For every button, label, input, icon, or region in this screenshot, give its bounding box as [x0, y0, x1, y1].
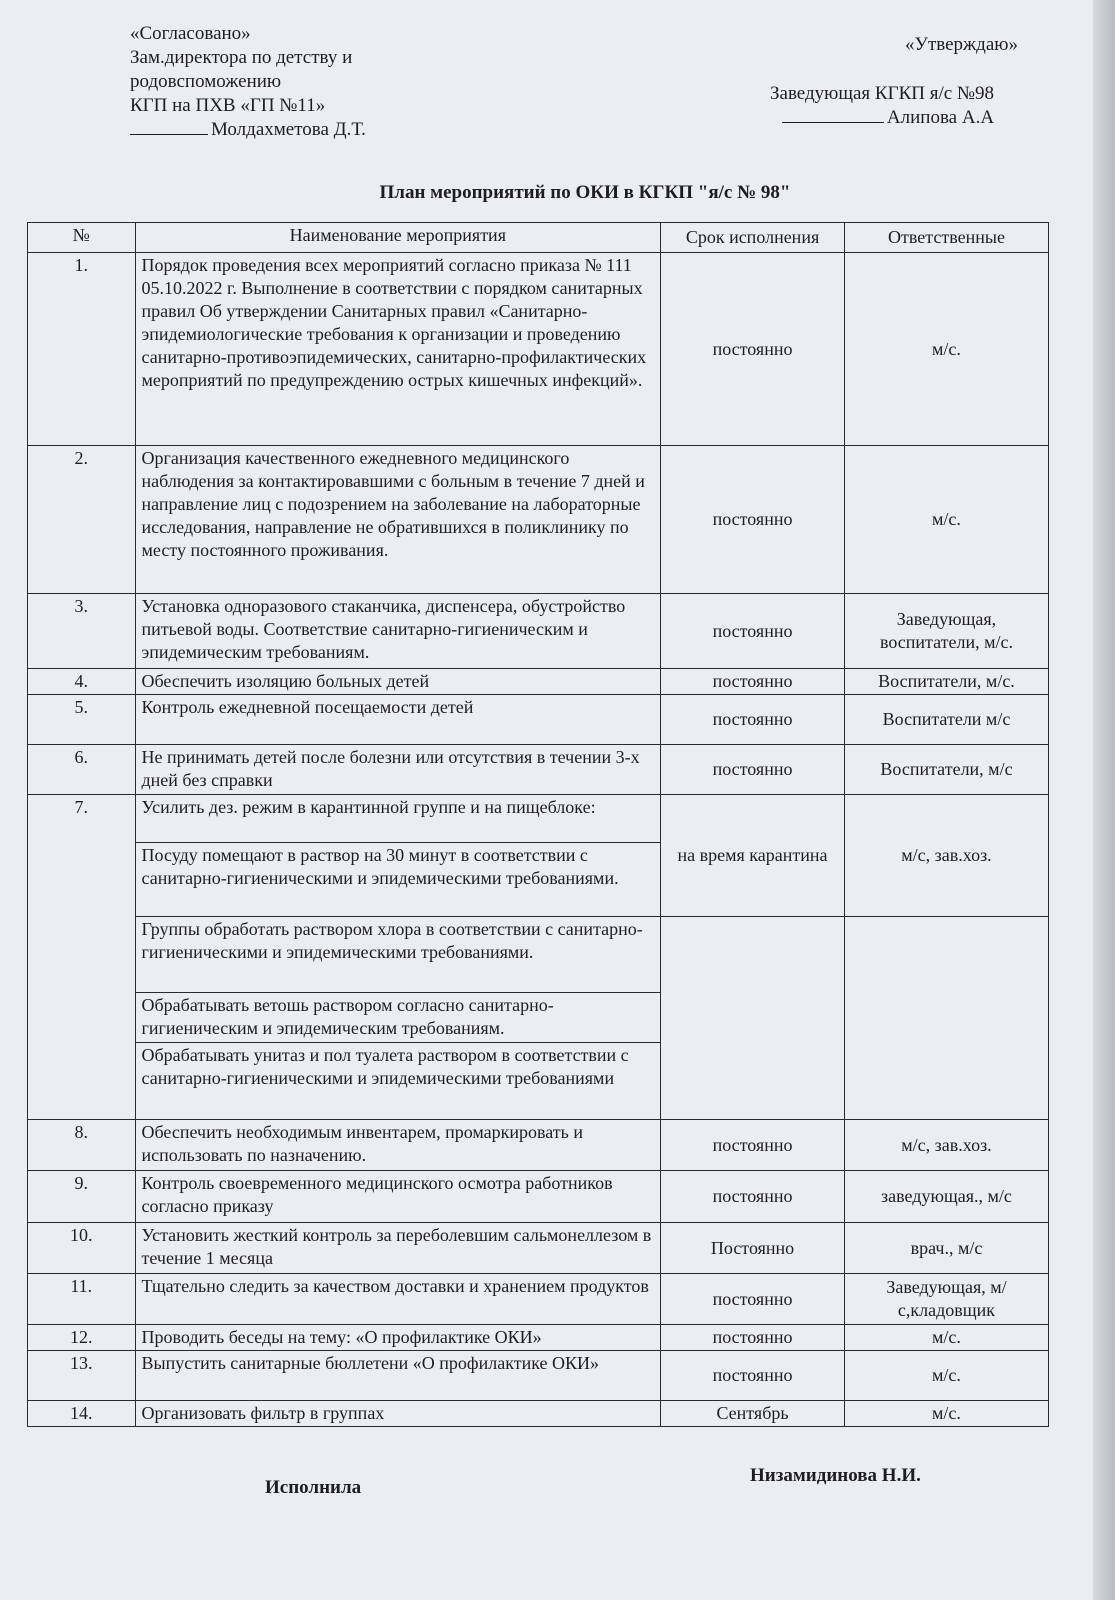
row-responsible: м/с.	[844, 1401, 1048, 1427]
row-activity-sub: Обрабатывать ветошь раствором согласно санитарно-гигиеническим и эпидемическим требованиям.	[135, 993, 661, 1043]
row-responsible-empty	[844, 917, 1048, 1120]
row-number: 4.	[28, 669, 136, 695]
row-number: 13.	[28, 1351, 136, 1401]
row-deadline: Сентябрь	[661, 1401, 845, 1427]
row-deadline-empty	[661, 917, 845, 1120]
row-deadline: постоянно	[661, 1120, 845, 1171]
row-activity: Организация качественного ежедневного медицинского наблюдения за контактировавшими с больным в течение 7 дней и направление лиц с подозрением на заболевание на лабораторные исследования, направление не обратившихся в поликлинику по месту постоянного проживания.	[135, 446, 661, 594]
row-responsible: Заведующая, м/с,кладовщик	[844, 1274, 1048, 1325]
agreed-signature-line	[130, 118, 366, 142]
row-number: 11.	[28, 1274, 136, 1325]
approved-title: «Утверждаю»	[905, 34, 1018, 55]
header-deadline: Срок исполнения	[661, 223, 845, 253]
table-row	[28, 594, 1049, 669]
signature-underline	[130, 134, 208, 135]
row-activity: Обеспечить изоляцию больных детей	[135, 669, 661, 695]
table-row	[28, 1351, 1049, 1401]
row-deadline: постоянно	[661, 1325, 845, 1351]
table-row	[28, 446, 1049, 594]
row-number: 8.	[28, 1120, 136, 1171]
approved-position: Заведующая КГКП я/с №98	[770, 83, 995, 104]
approved-signer: Алипова А.А	[886, 107, 995, 128]
table-row	[28, 1274, 1049, 1325]
row-deadline: постоянно	[661, 669, 845, 695]
row-responsible: Воспитатели м/с	[844, 695, 1048, 745]
row-deadline: постоянно	[661, 1171, 845, 1223]
table-row	[28, 253, 1049, 446]
row-deadline: постоянно	[661, 695, 845, 745]
row-activity: Не принимать детей после болезни или отсутствия в течении 3-х дней без справки	[135, 745, 661, 795]
row-responsible: м/с, зав.хоз.	[844, 795, 1048, 917]
signature-underline	[782, 122, 884, 123]
agreed-signer: Молдахметова Д.Т.	[211, 119, 366, 140]
table-row	[28, 1223, 1049, 1274]
approved-signature-line	[770, 106, 994, 130]
row-activity: Выпустить санитарные бюллетени «О профилактике ОКИ»	[135, 1351, 661, 1401]
row-activity-sub: Обрабатывать унитаз и пол туалета раствором в соответствии с санитарно-гигиеническими и эпидемическими требованиями	[135, 1043, 661, 1120]
row-deadline: постоянно	[661, 253, 845, 446]
agreed-title: «Согласовано»	[130, 23, 251, 44]
row-activity-sub: Группы обработать раствором хлора в соответствии с санитарно-гигиеническими и эпидемическими требованиями.	[135, 917, 661, 993]
row-responsible: м/с.	[844, 1325, 1048, 1351]
row-responsible: м/с.	[844, 253, 1048, 446]
row-deadline: Постоянно	[661, 1223, 845, 1274]
table-row	[28, 795, 1049, 843]
table-row	[28, 745, 1049, 795]
row-responsible: Заведующая, воспитатели, м/с.	[844, 594, 1048, 669]
document-title: План мероприятий по ОКИ в КГКП "я/с № 98"	[379, 182, 791, 203]
agreed-position-line1: Зам.директора по детству и	[130, 47, 353, 68]
row-activity: Обеспечить необходимым инвентарем, промаркировать и использовать по назначению.	[135, 1120, 661, 1171]
row-number: 2.	[28, 446, 136, 594]
row-responsible: Воспитатели, м/с.	[844, 669, 1048, 695]
row-number: 10.	[28, 1223, 136, 1274]
agreed-organization: КГП на ПХВ «ГП №11»	[130, 95, 326, 116]
row-number: 7.	[28, 795, 136, 1120]
footer-executor-name: Низамидинова Н.И.	[750, 1465, 921, 1486]
row-number: 6.	[28, 745, 136, 795]
row-deadline: на время карантина	[661, 795, 845, 917]
approval-block-agreed	[130, 22, 366, 142]
row-responsible: м/с.	[844, 1351, 1048, 1401]
row-number: 1.	[28, 253, 136, 446]
row-activity-sub: Посуду помещают в раствор на 30 минут в соответствии с санитарно-гигиеническими и эпидемическими требованиями.	[135, 843, 661, 917]
row-activity: Контроль своевременного медицинского осмотра работников согласно приказу	[135, 1171, 661, 1223]
row-activity-sub: Усилить дез. режим в карантинной группе и на пищеблоке:	[135, 795, 661, 843]
header-number: №	[28, 223, 136, 253]
row-activity: Установка одноразового стаканчика, диспенсера, обустройство питьевой воды. Соответствие санитарно-гигиеническим и эпидемическим требованиям.	[135, 594, 661, 669]
row-responsible: заведующая., м/с	[844, 1171, 1048, 1223]
row-activity: Установить жесткий контроль за переболевшим сальмонеллезом в течение 1 месяца	[135, 1223, 661, 1274]
table-row	[28, 695, 1049, 745]
table-row	[28, 1120, 1049, 1171]
row-deadline: постоянно	[661, 594, 845, 669]
row-deadline: постоянно	[661, 446, 845, 594]
row-number: 3.	[28, 594, 136, 669]
row-responsible: м/с, зав.хоз.	[844, 1120, 1048, 1171]
table-row	[28, 917, 1049, 993]
page-edge-shadow	[1093, 0, 1115, 1600]
row-number: 9.	[28, 1171, 136, 1223]
row-activity: Тщательно следить за качеством доставки и хранением продуктов	[135, 1274, 661, 1325]
row-activity: Проводить беседы на тему: «О профилактике ОКИ»	[135, 1325, 661, 1351]
row-number: 5.	[28, 695, 136, 745]
row-responsible: м/с.	[844, 446, 1048, 594]
row-activity: Контроль ежедневной посещаемости детей	[135, 695, 661, 745]
row-activity: Порядок проведения всех мероприятий согласно приказа № 111 05.10.2022 г. Выполнение в соответствии с порядком санитарных правил Об утверждении Санитарных правил «Санитарно-эпидемиологические требования к организации и проведению санитарно-противоэпидемических, санитарно-профилактических мероприятий по предупреждению острых кишечных инфекций».	[135, 253, 661, 446]
header-activity: Наименование мероприятия	[135, 223, 661, 253]
table-row	[28, 669, 1049, 695]
row-deadline: постоянно	[661, 745, 845, 795]
plan-table	[27, 222, 1049, 1427]
row-number: 12.	[28, 1325, 136, 1351]
row-deadline: постоянно	[661, 1351, 845, 1401]
table-header-row	[28, 223, 1049, 253]
row-responsible: врач., м/с	[844, 1223, 1048, 1274]
approval-block-approved	[770, 82, 994, 130]
agreed-position-line2: родовспоможению	[130, 71, 282, 92]
table-row	[28, 1171, 1049, 1223]
row-responsible: Воспитатели, м/с	[844, 745, 1048, 795]
header-responsible: Ответственные	[844, 223, 1048, 253]
row-deadline: постоянно	[661, 1274, 845, 1325]
table-row	[28, 1325, 1049, 1351]
footer-executed-by: Исполнила	[265, 1477, 362, 1498]
row-activity: Организовать фильтр в группах	[135, 1401, 661, 1427]
row-number: 14.	[28, 1401, 136, 1427]
table-row	[28, 1401, 1049, 1427]
